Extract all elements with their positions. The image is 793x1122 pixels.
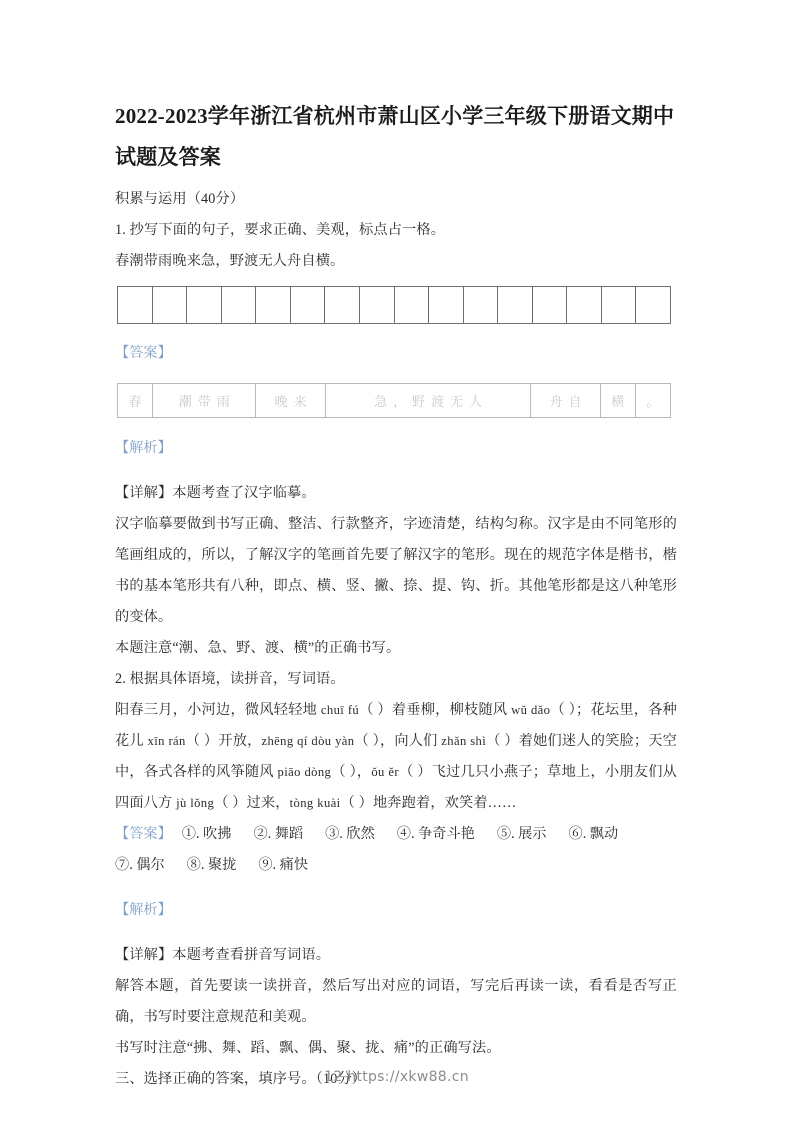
q2-answer-item: ⑧. 聚拢 [186,856,237,873]
copy-grid-cell[interactable] [152,287,187,324]
answer-grid-cell: 。 [635,384,670,418]
question-2-prompt: 2. 根据具体语境，读拼音，写词语。 [115,670,345,687]
q2-text: （ ）过来， [214,794,290,811]
pinyin-ju-long: jù lǒng [176,795,215,810]
q2-analysis-label: 【解析】 [115,901,172,918]
q2-answer-item: ⑤. 展示 [496,825,547,842]
copy-grid-cell[interactable] [567,287,602,324]
pinyin-kuai: kuài [317,795,341,810]
q2-detail-line-3: 书写时注意“拂、舞、蹈、飘、偶、聚、拢、痛”的正确写法。 [115,1040,501,1057]
question-1-sentence: 春潮带雨晚来急，野渡无人舟自横。 [115,253,345,269]
q2-text: （ ）， [331,763,372,780]
q1-answer-label: 【答案】 [115,345,172,362]
copy-grid-cell[interactable] [532,287,567,324]
copy-grid-table [117,286,671,324]
q2-text: （ ）开放， [185,732,262,749]
pinyin-xin-ran: xīn rán [147,733,186,748]
q2-answer-label: 【答案】 [115,825,172,842]
copy-grid-cell[interactable] [636,287,671,324]
answer-grid-cell: 横 [600,384,635,418]
copy-grid-cell[interactable] [394,287,429,324]
pinyin-chui-fu: chuī fú [320,702,360,717]
copy-grid-cell[interactable] [429,287,464,324]
copy-grid-cell[interactable] [498,287,533,324]
q2-answer-item: ⑦. 偶尔 [115,856,165,873]
copy-grid-cell[interactable] [221,287,256,324]
pinyin-wu-dao: wǔ dǎo [511,702,551,717]
copy-grid-cell[interactable] [325,287,360,324]
q1-analysis-label: 【解析】 [115,439,172,456]
question-1-prompt: 1. 抄写下面的句子，要求正确、美观，标点占一格。 [115,222,446,238]
q2-text: 花坛里，各种花儿 [115,701,677,749]
copy-grid-cell[interactable] [290,287,325,324]
q2-answer-item: ③. 欣然 [325,825,375,842]
q2-answer-list [115,826,640,873]
pinyin-tong: tòng [289,795,314,810]
answer-grid-cell: 春 [118,384,153,418]
question-3-prompt: 三、选择正确的答案，填序号。（10分） [115,1071,367,1088]
q2-answer-item: ①. 吹拂 [181,825,232,842]
q2-text: （ ）飞过几只小燕子；草地上，小朋友们从四面八方 [115,763,677,811]
copy-grid-cell[interactable] [256,287,291,324]
answer-grid-cell: 舟自 [531,384,600,418]
copy-grid-cell[interactable] [601,287,636,324]
pinyin-ou-er: ǒu ěr [371,764,399,779]
copy-grid-cell[interactable] [463,287,498,324]
q2-answer-item: ④. 争奇斗艳 [396,825,475,842]
q2-answer-block [115,819,677,881]
q2-text: （ ），向人们 [354,732,442,749]
section-heading: 积累与运用（40分） [115,191,245,207]
answer-grid-cell: 急，野渡无人 [325,384,531,418]
copy-grid-cell[interactable] [359,287,394,324]
answer-grid-cell: 晚来 [256,384,325,418]
q1-detail-line-3: 本题注意“潮、急、野、渡、横”的正确书写。 [115,639,401,656]
pinyin-zhan-shi: zhǎn shì [441,733,487,748]
answer-grid-cell: 潮带雨 [153,384,256,418]
copy-grid-cell[interactable] [187,287,222,324]
table-row [118,384,671,418]
q1-detail-line-2: 汉字临摹要做到书写正确、整洁、行款整齐，字迹清楚，结构匀称。汉字是由不同笔形的笔画组成的，所以，了解汉字的笔画首先要了解汉字的笔形。现在的规范字体是楷书，楷书的基本笔形共有八种，即点、横、竖、撇、捺、提、钩、折。其他笔形都是这八种笔形的变体。 [115,515,677,625]
q1-detail-line-1: 【详解】本题考查了汉字临摹。 [115,484,316,501]
pinyin-piao-dong: piāo dòng [277,764,332,779]
copy-grid-cell[interactable] [118,287,153,324]
q2-text: （ ）； [550,701,591,718]
q2-text: 阳春三月，小河边，微风轻轻地 [115,701,321,718]
page-title: 2022-2023学年浙江省杭州市萧山区小学三年级下册语文期中试题及答案 [115,104,675,169]
q2-text: （ ）着她们迷人的笑脸；天空中，各式各样的风筝随风 [115,732,677,780]
pinyin-zheng-qi-dou-yan: zhēng qí dòu yàn [261,733,355,748]
answer-grid-table [117,383,671,418]
q2-detail-line-2: 解答本题，首先要读一读拼音，然后写出对应的词语，写完后再读一读，看看是否写正确，书写时要注意规范和美观。 [115,978,677,1026]
footer-watermark: 12 https://xkw88.cn [324,1069,469,1085]
table-row [118,287,671,324]
document-content [115,96,677,1095]
q2-text: （ ）着垂柳，柳枝随风 [359,701,512,718]
q2-answer-item: ⑨. 痛快 [258,856,309,873]
q2-text: （ ）地奔跑着，欢笑着…… [340,794,517,811]
q2-answer-item: ②. 舞蹈 [253,825,304,842]
q2-detail-line-1: 【详解】本题考查看拼音写词语。 [115,947,331,964]
question-2-body [115,695,677,819]
q2-answer-item: ⑥. 飘动 [568,825,619,842]
